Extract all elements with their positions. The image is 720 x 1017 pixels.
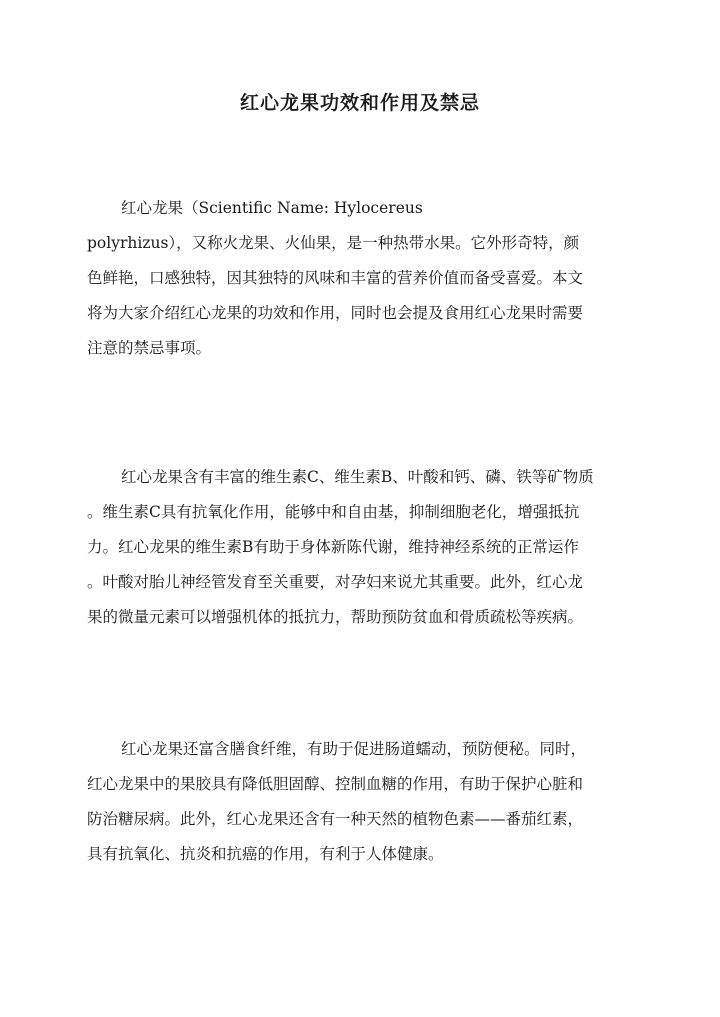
paragraph-line: 将为大家介绍红心龙果的功效和作用，同时也会提及食用红心龙果时需要 <box>87 304 584 322</box>
paragraph-line: 。叶酸对胎儿神经管发育至关重要，对孕妇来说尤其重要。此外，红心龙 <box>87 573 584 591</box>
paragraph-line: 红心龙果（Scientific Name: Hylocereus <box>121 199 423 217</box>
paragraph-line: 。维生素C具有抗氧化作用，能够中和自由基，抑制细胞老化，增强抵抗 <box>87 503 580 521</box>
paragraph-nutrition <box>87 460 635 635</box>
paragraph-line: 具有抗氧化、抗炎和抗癌的作用，有利于人体健康。 <box>87 845 444 863</box>
paragraph-line: 注意的禁忌事项。 <box>87 339 212 357</box>
paragraph-line: 果的微量元素可以增强机体的抵抗力，帮助预防贫血和骨质疏松等疾病。 <box>87 608 584 626</box>
paragraph-line: polyrhizus），又称火龙果、火仙果，是一种热带水果。它外形奇特，颜 <box>87 234 580 252</box>
paragraph-line: 色鲜艳，口感独特，因其独特的风味和丰富的营养价值而备受喜爱。本文 <box>87 269 584 287</box>
paragraph-line: 红心龙果还富含膳食纤维，有助于促进肠道蠕动，预防便秘。同时， <box>121 740 587 758</box>
paragraph-line: 防治糖尿病。此外，红心龙果还含有一种天然的植物色素——番茄红素， <box>87 810 584 828</box>
page-title: 红心龙果功效和作用及禁忌 <box>239 92 480 114</box>
paragraph-line: 红心龙果中的果胶具有降低胆固醇、控制血糖的作用，有助于保护心脏和 <box>87 775 584 793</box>
paragraph-line: 红心龙果含有丰富的维生素C、维生素B、叶酸和钙、磷、铁等矿物质 <box>121 468 594 486</box>
paragraph-line: 力。红心龙果的维生素B有助于身体新陈代谢，维持神经系统的正常运作 <box>87 538 579 556</box>
paragraph-intro <box>87 191 635 366</box>
paragraph-fiber <box>87 732 635 872</box>
